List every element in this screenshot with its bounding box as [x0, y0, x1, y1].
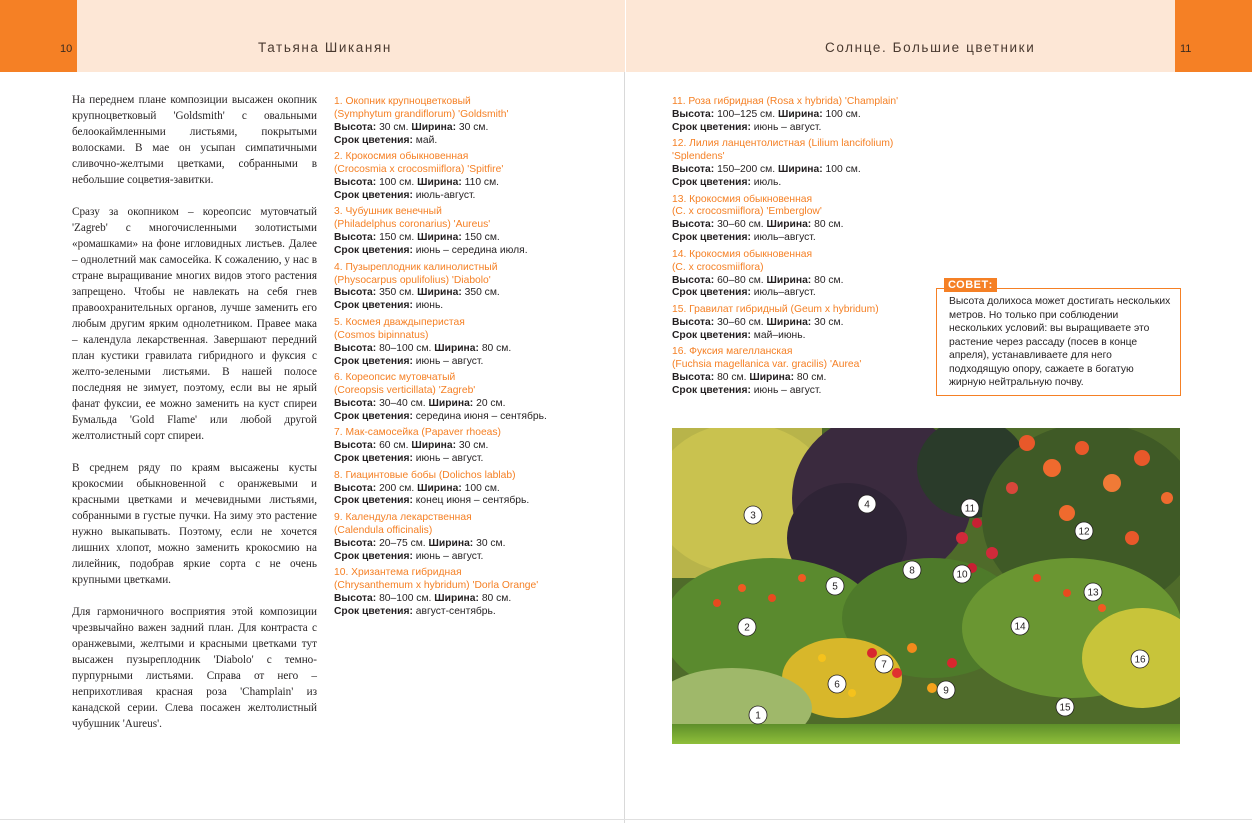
plant-dimensions — [334, 232, 584, 245]
photo-marker-number: 16 — [1134, 654, 1146, 666]
width-value: 80 см. — [814, 274, 844, 286]
plant-entry — [672, 304, 934, 343]
plant-entry — [334, 96, 584, 148]
height-label: Высота: — [334, 397, 377, 409]
width-label: Ширина: — [428, 537, 474, 549]
plant-bloom — [334, 300, 584, 313]
bloom-label: Срок цветения: — [334, 605, 413, 617]
height-value: 80–100 см. — [379, 342, 432, 354]
width-label: Ширина: — [411, 440, 457, 452]
width-value: 80 см. — [481, 342, 512, 354]
width-label: Ширина: — [434, 342, 479, 354]
width-value: 80 см. — [481, 592, 512, 604]
height-label: Высота: — [672, 372, 715, 384]
height-value: 30 см. — [379, 121, 409, 133]
height-label: Высота: — [334, 177, 377, 189]
garden-photo — [672, 428, 1180, 744]
plant-bloom — [672, 385, 934, 398]
plant-name: 5. Космея дваждыперистая (Cosmos bipinnatus) — [334, 316, 465, 341]
plant-dimensions — [334, 122, 584, 135]
width-label: Ширина: — [778, 164, 823, 176]
width-label: Ширина: — [411, 121, 457, 133]
width-value: 30 см. — [458, 440, 489, 452]
paragraph: Для гармоничного восприятия этой композиции чрезвычайно важен задний план. Для контраста с оранжевыми, желтыми и красными цветками тут высажен пузыреплодник 'Diabolo' с темно-пурпурными листьями. Справа от него – неприхотливая красная роза 'Champlain' из канадской серии. Слева посажен желтолистный чубушник 'Aureus'. — [72, 606, 317, 730]
width-label: Ширина: — [766, 274, 812, 286]
bloom-value: июнь – август. — [415, 550, 484, 562]
bloom-label: Срок цветения: — [672, 385, 751, 396]
height-value: 80–100 см. — [379, 592, 432, 604]
bloom-label: Срок цветения: — [672, 329, 751, 341]
plant-entry — [334, 512, 584, 564]
bloom-value: июль-август. — [415, 189, 476, 201]
height-label: Высота: — [334, 482, 377, 494]
bloom-label: Срок цветения: — [334, 550, 413, 562]
plant-bloom — [334, 190, 584, 203]
bloom-label: Срок цветения: — [334, 300, 413, 312]
width-label: Ширина: — [417, 177, 462, 189]
width-value: 100 см. — [464, 482, 500, 494]
bloom-label: Срок цветения: — [672, 287, 751, 299]
width-label: Ширина: — [434, 592, 479, 604]
plant-bloom — [672, 122, 934, 135]
plant-dimensions — [334, 593, 584, 606]
height-label: Высота: — [334, 121, 377, 133]
width-label: Ширина: — [766, 219, 812, 231]
photo-marker — [875, 655, 893, 673]
page-tab-right — [1175, 0, 1252, 72]
running-head-author: Татьяна Шиканян — [258, 40, 392, 55]
plant-dimensions — [334, 538, 584, 551]
plant-entry — [672, 96, 934, 135]
photo-marker — [1075, 522, 1093, 540]
height-label: Высота: — [672, 316, 715, 328]
bloom-value: июль–август. — [753, 287, 816, 299]
plant-name: 7. Мак-самосейка (Papaver rhoeas) — [334, 427, 501, 439]
photo-marker — [858, 495, 876, 513]
paragraph: В среднем ряду по краям высажены кусты крокосмии обыкновенной с оранжевыми и красными цветками и мечевидными листьями, собранными в густые пучки. На зиму это растение нужно выкапывать. Поэтому, если не хочется лишних хлопот, можно заменить крокосмию на лилейник, подобрав яркие сорта с не очень крупными цветками. — [72, 462, 317, 586]
plant-name: 4. Пузыреплодник калинолистный (Physocarpus opulifolius) 'Diabolo' — [334, 261, 498, 286]
width-value: 100 см. — [825, 108, 861, 120]
photo-marker — [826, 577, 844, 595]
width-label: Ширина: — [417, 287, 462, 299]
plant-dimensions — [334, 398, 584, 411]
plant-list-left — [334, 96, 584, 622]
width-label: Ширина: — [417, 482, 462, 494]
height-label: Высота: — [334, 342, 377, 354]
width-label: Ширина: — [428, 397, 474, 409]
width-value: 30 см. — [814, 316, 844, 328]
bloom-value: май. — [415, 134, 438, 146]
running-head-chapter: Солнце. Большие цветники — [825, 40, 1036, 55]
width-label: Ширина: — [778, 108, 823, 120]
plant-name: 2. Крокосмия обыкновенная (Crocosmia x crocosmiiflora) 'Spitfire' — [334, 151, 504, 176]
height-label: Высота: — [334, 232, 377, 244]
photo-marker — [749, 706, 767, 724]
photo-marker-number: 1 — [755, 710, 761, 722]
bloom-value: июнь – август. — [415, 355, 484, 367]
plant-name: 1. Окопник крупноцветковый (Symphytum grandiflorum) 'Goldsmith' — [334, 96, 509, 120]
bloom-value: июнь – август. — [415, 453, 484, 465]
plant-dimensions — [672, 275, 934, 288]
bloom-value: июнь – август. — [753, 385, 822, 396]
plant-dimensions — [334, 343, 584, 356]
bloom-value: август-сентябрь. — [415, 605, 496, 617]
width-value: 80 см. — [796, 372, 827, 384]
photo-marker-number: 7 — [881, 659, 887, 671]
photo-marker — [1084, 583, 1102, 601]
height-value: 30–60 см. — [717, 316, 764, 328]
plant-name: 15. Гравилат гибридный (Geum x hybridum) — [672, 303, 879, 315]
width-value: 350 см. — [464, 287, 500, 299]
photo-marker-number: 15 — [1059, 702, 1071, 714]
photo-marker-number: 8 — [909, 565, 915, 577]
plant-dimensions — [672, 164, 934, 177]
tip-label: СОВЕТ: — [944, 278, 997, 292]
plant-dimensions — [334, 287, 584, 300]
bloom-label: Срок цветения: — [672, 177, 751, 189]
width-value: 100 см. — [825, 164, 861, 176]
plant-dimensions — [672, 219, 934, 232]
height-label: Высота: — [672, 164, 715, 176]
plant-list-right — [672, 96, 934, 402]
height-label: Высота: — [672, 274, 715, 286]
bottom-rule — [0, 819, 1252, 820]
width-value: 30 см. — [458, 121, 489, 133]
photo-marker — [903, 561, 921, 579]
height-label: Высота: — [672, 108, 715, 120]
plant-name: 3. Чубушник венечный (Philadelphus coronarius) 'Aureus' — [334, 206, 491, 231]
photo-marker-number: 12 — [1078, 526, 1090, 538]
plant-entry — [672, 346, 934, 398]
photo-marker — [744, 506, 762, 524]
lawn — [672, 724, 1180, 744]
plant-entry — [334, 567, 584, 619]
bloom-value: конец июня – сентябрь. — [415, 495, 530, 507]
photo-marker — [1011, 617, 1029, 635]
garden-illustration — [672, 428, 1180, 744]
width-label: Ширина: — [766, 316, 812, 328]
page-number-left: 10 — [60, 43, 73, 55]
plant-dimensions — [334, 483, 584, 496]
height-value: 350 см. — [379, 287, 415, 299]
width-value: 20 см. — [476, 397, 506, 409]
height-value: 30–40 см. — [379, 397, 426, 409]
plant-entry — [672, 194, 934, 246]
photo-marker-number: 4 — [864, 499, 870, 511]
plant-name: 8. Гиацинтовые бобы (Dolichos lablab) — [334, 469, 516, 481]
plant-bloom — [334, 245, 584, 258]
plant-dimensions — [672, 109, 934, 122]
bloom-label: Срок цветения: — [334, 355, 413, 367]
width-value: 30 см. — [476, 537, 506, 549]
bloom-value: июнь – август. — [753, 121, 822, 133]
photo-marker-number: 5 — [832, 581, 838, 593]
photo-marker-number: 9 — [943, 685, 949, 697]
photo-marker-number: 2 — [744, 622, 750, 634]
plant-name: 10. Хризантема гибридная (Chrysanthemum x hybridum) 'Dorla Orange' — [334, 567, 539, 592]
page-tab-left — [0, 0, 77, 72]
height-value: 80 см. — [717, 372, 747, 384]
header-band-right — [626, 0, 1252, 72]
photo-marker — [738, 618, 756, 636]
height-value: 30–60 см. — [717, 219, 764, 231]
plant-name: 6. Кореопсис мутовчатый (Coreopsis verticillata) 'Zagreb' — [334, 372, 476, 396]
photo-marker — [953, 565, 971, 583]
plant-entry — [672, 249, 934, 301]
photo-marker — [828, 675, 846, 693]
bloom-value: июнь. — [415, 300, 444, 312]
plant-name: 16. Фуксия магелланская (Fuchsia magellanica var. gracilis) 'Aurea' — [672, 346, 862, 371]
height-label: Высота: — [334, 592, 377, 604]
plant-dimensions — [672, 317, 934, 330]
plant-entry — [672, 138, 934, 190]
left-page — [0, 0, 625, 823]
plant-bloom — [672, 177, 934, 190]
plant-entry — [334, 470, 584, 509]
bloom-value: май–июнь. — [753, 329, 806, 341]
height-value: 60–80 см. — [717, 274, 764, 286]
bloom-value: середина июня – сентябрь. — [415, 410, 547, 422]
plant-entry — [334, 317, 584, 369]
photo-marker-number: 14 — [1014, 621, 1026, 633]
height-value: 150 см. — [379, 232, 415, 244]
bloom-label: Срок цветения: — [334, 453, 413, 465]
plant-bloom — [334, 356, 584, 369]
width-label: Ширина: — [749, 372, 795, 384]
plant-entry — [334, 427, 584, 466]
plant-bloom — [672, 232, 934, 245]
photo-marker — [937, 681, 955, 699]
height-label: Высота: — [334, 537, 377, 549]
bloom-label: Срок цветения: — [334, 495, 413, 507]
paragraph: На переднем плане композиции высажен окопник крупноцветковый 'Goldsmith' с овальными белоокаймленными листьями, покрытыми волосками. В мае он усыпан симпатичными сливочно-желтыми цветками, собранными в небольшие соцветия-завитки. — [72, 94, 317, 186]
height-value: 100–125 см. — [717, 108, 776, 120]
bloom-label: Срок цветения: — [334, 410, 413, 422]
photo-marker — [961, 499, 979, 517]
bloom-value: июль. — [753, 177, 782, 189]
page-number-right: 11 — [1180, 43, 1192, 55]
photo-marker-number: 11 — [964, 503, 976, 515]
photo-marker — [1131, 650, 1149, 668]
bloom-label: Срок цветения: — [334, 134, 413, 146]
plant-entry — [334, 151, 584, 203]
photo-marker-number: 6 — [834, 679, 840, 691]
height-label: Высота: — [672, 219, 715, 231]
plant-name: 14. Крокосмия обыкновенная (C. x crocosmiiflora) — [672, 248, 813, 273]
plant-dimensions — [672, 372, 934, 385]
height-label: Высота: — [334, 440, 377, 452]
photo-marker — [1056, 698, 1074, 716]
width-value: 110 см. — [464, 177, 500, 189]
plant-name: 12. Лилия ланцентолистная (Lilium lancifolium) 'Splendens' — [672, 138, 894, 163]
plant-name: 9. Календула лекарственная (Calendula officinalis) — [334, 511, 472, 536]
width-value: 80 см. — [814, 219, 844, 231]
plant-name: 13. Крокосмия обыкновенная (C. x crocosmiiflora) 'Emberglow' — [672, 193, 822, 218]
bloom-value: июль–август. — [753, 232, 816, 244]
height-value: 200 см. — [379, 482, 415, 494]
photo-marker-number: 10 — [956, 569, 968, 581]
width-label: Ширина: — [417, 232, 462, 244]
bloom-label: Срок цветения: — [334, 189, 413, 201]
plant-dimensions — [334, 177, 584, 190]
header-band-left — [0, 0, 625, 72]
body-text — [72, 92, 317, 748]
plant-bloom — [334, 606, 584, 619]
height-value: 60 см. — [379, 440, 409, 452]
height-value: 150–200 см. — [717, 164, 776, 176]
plant-bloom — [334, 551, 584, 564]
height-value: 100 см. — [379, 177, 415, 189]
plant-bloom — [334, 453, 584, 466]
plant-bloom — [672, 330, 934, 343]
plant-entry — [334, 262, 584, 314]
photo-marker-number: 3 — [750, 510, 756, 522]
plant-entry — [334, 372, 584, 424]
tip-box: Высота долихоса может достигать нескольких метров. Но только при соблюдении нескольких условий: вы выращиваете это растение через рассаду (посев в конце апреля), устанавливаете для него подходящую опору, сажаете в богатую жирную нейтральную почву. — [936, 288, 1181, 396]
bloom-label: Срок цветения: — [334, 245, 413, 257]
photo-marker-number: 13 — [1087, 587, 1099, 599]
bloom-label: Срок цветения: — [672, 232, 751, 244]
paragraph: Сразу за окопником – кореопсис мутовчатый 'Zagreb' с многочисленными золотистыми «ромашками» на фоне игловидных листьев. Далее – однолетний мак самосейка. К сожалению, у нас в стране выращивание многих видов этого растения запрещено. Чтобы не навлекать на себя гнев правоохранительных органов, лучше заменить его любым другим ярким однолетником. Правее мака – календула лекарственная. Завершают передний план кустики гравилата гибридного и фуксия с желто-зелеными листьями. В нашей полосе последняя не зимует, поэтому, если вы не ярый фанат фуксии, ее можно заменить на куст спиреи Бумальда 'Gold Flame' или любой другой желтолистный сорт спиреи. — [72, 206, 317, 442]
plant-entry — [334, 206, 584, 258]
plant-name: 11. Роза гибридная (Rosa x hybrida) 'Champlain' — [672, 96, 899, 107]
bloom-label: Срок цветения: — [672, 121, 751, 133]
plant-bloom — [672, 287, 934, 300]
plant-bloom — [334, 495, 584, 508]
bloom-value: июнь – середина июля. — [415, 245, 528, 257]
plant-bloom — [334, 135, 584, 148]
height-value: 20–75 см. — [379, 537, 426, 549]
width-value: 150 см. — [464, 232, 500, 244]
plant-dimensions — [334, 440, 584, 453]
plant-bloom — [334, 411, 584, 424]
height-label: Высота: — [334, 287, 377, 299]
